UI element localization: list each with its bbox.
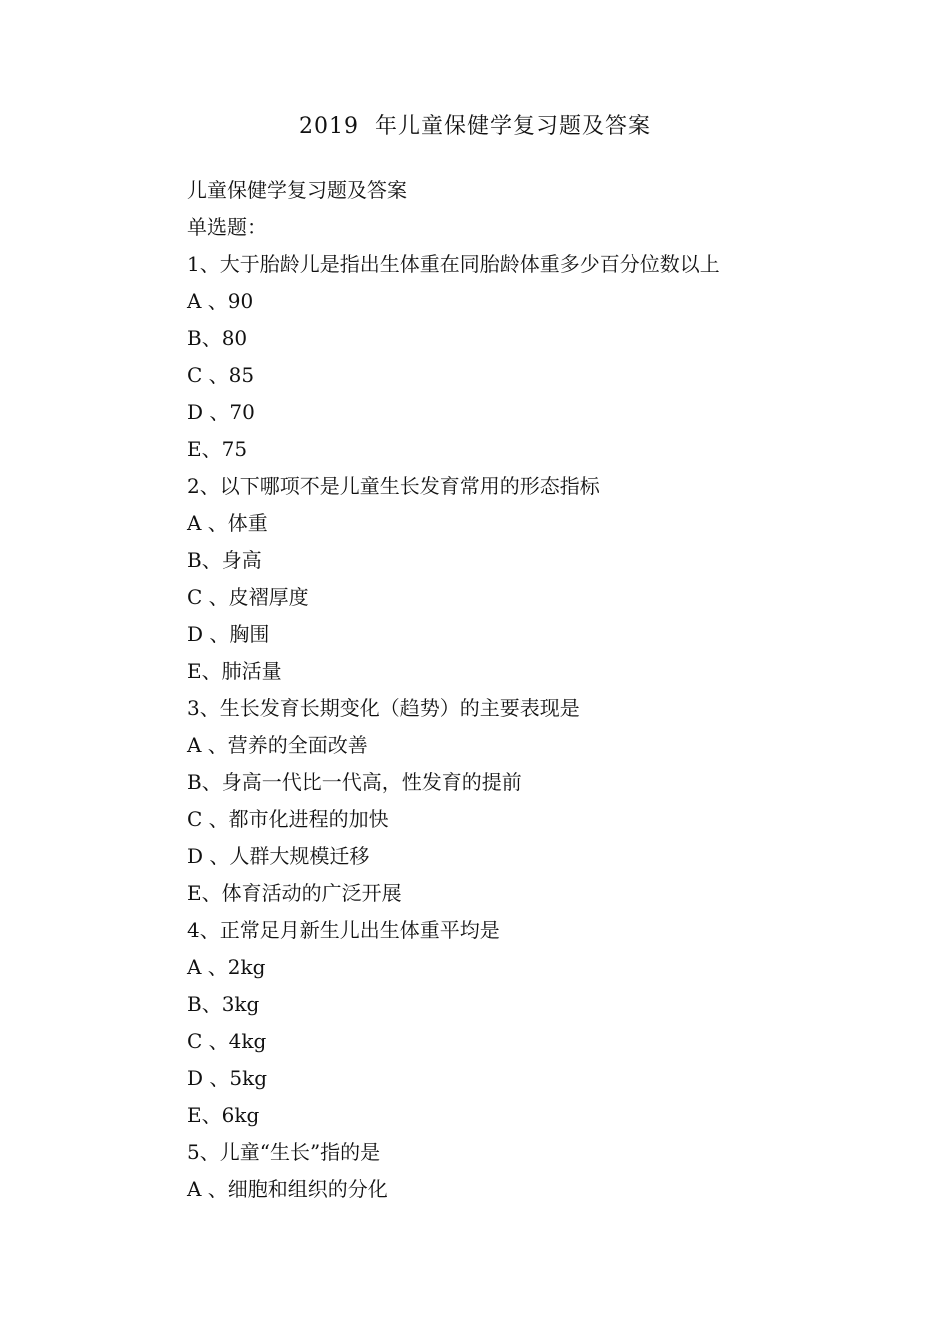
question-2: 2、以下哪项不是儿童生长发育常用的形态指标 [187, 474, 600, 498]
option-line: C 、4kg [187, 1029, 267, 1053]
option-line: E、肺活量 [187, 659, 282, 683]
option-line: C 、皮褶厚度 [187, 585, 309, 609]
option-line: C 、都市化进程的加快 [187, 807, 389, 831]
option-line: A 、细胞和组织的分化 [187, 1177, 388, 1201]
option-line: E、6kg [187, 1103, 260, 1127]
question-3: 3、生长发育长期变化（趋势）的主要表现是 [187, 696, 580, 720]
option-line: C 、85 [187, 363, 255, 387]
option-line: D 、人群大规模迁移 [187, 844, 370, 868]
option-line: B、80 [187, 326, 248, 350]
option-line: A 、体重 [187, 511, 268, 535]
document-title: 2019 年儿童保健学复习题及答案 [299, 114, 651, 139]
option-line: D 、胸围 [187, 622, 270, 646]
option-line: D 、5kg [187, 1066, 268, 1090]
document-body [187, 172, 867, 1208]
question-4: 4、正常足月新生儿出生体重平均是 [187, 918, 500, 942]
option-line: E、75 [187, 437, 248, 461]
option-line: A 、2kg [187, 955, 266, 979]
option-line: A 、营养的全面改善 [187, 733, 368, 757]
option-line: B、身高一代比一代高，性发育的提前 [187, 770, 522, 794]
option-line: D 、70 [187, 400, 255, 424]
option-line: E、体育活动的广泛开展 [187, 881, 402, 905]
question-1: 1、大于胎龄儿是指出生体重在同胎龄体重多少百分位数以上 [187, 252, 720, 276]
section-heading: 单选题： [187, 215, 267, 239]
document-subtitle: 儿童保健学复习题及答案 [187, 178, 407, 202]
question-5: 5、儿童“生长”指的是 [187, 1140, 381, 1164]
option-line: A 、90 [187, 289, 254, 313]
option-line: B、3kg [187, 992, 260, 1016]
option-line: B、身高 [187, 548, 262, 572]
